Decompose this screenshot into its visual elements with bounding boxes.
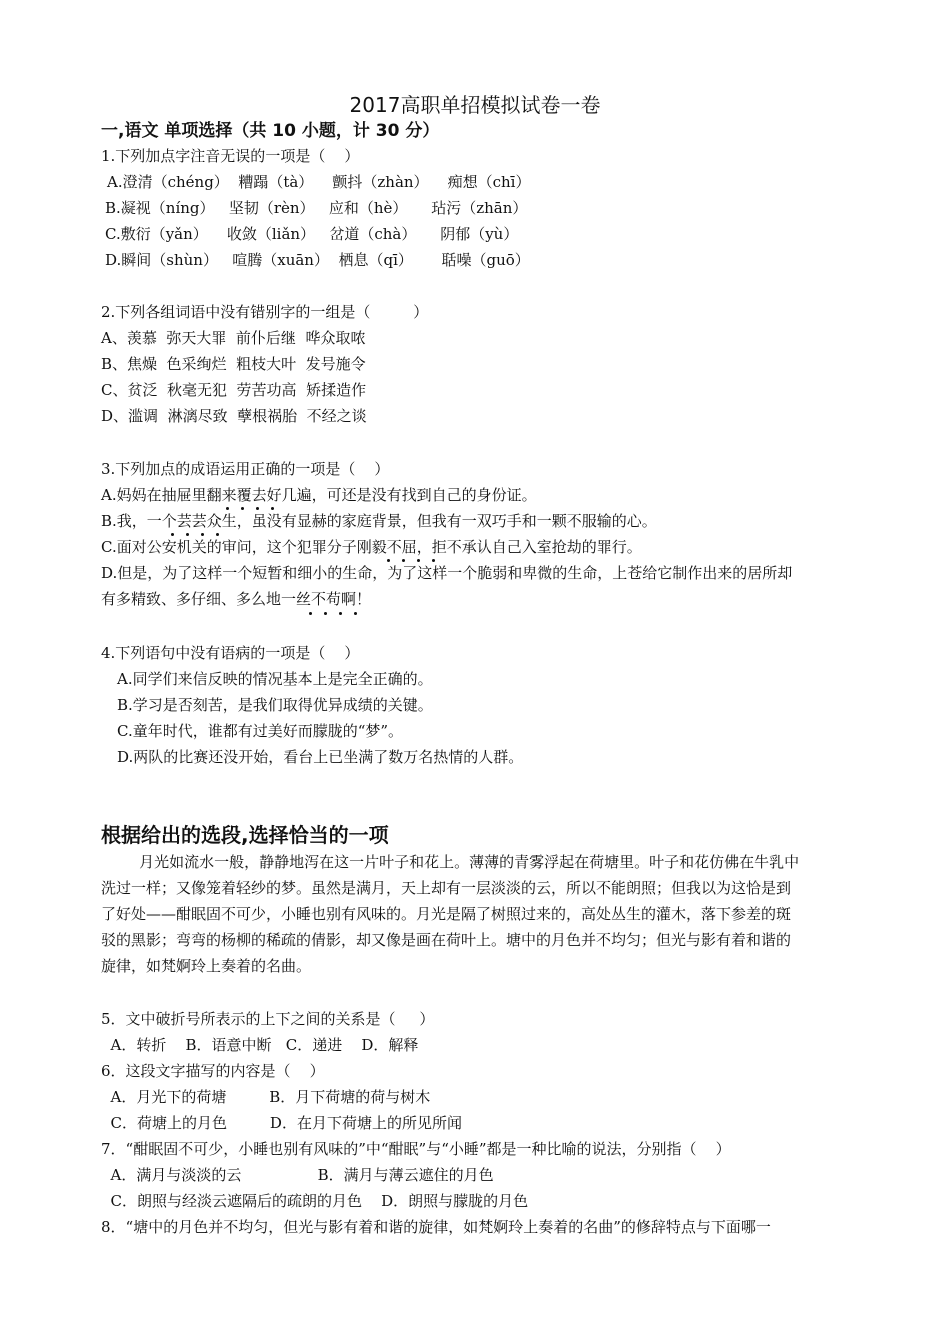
- question-1-option-c: C.敷衍（yǎn） 收敛（liǎn） 岔道（chà） 阴郁（yù）: [105, 225, 519, 243]
- question-3-option-d-line-2: 有多精致、多仔细、多么地一丝不苟啊！: [101, 590, 372, 608]
- question-1-stem: 1.下列加点字注音无误的一项是（ ）: [101, 147, 360, 165]
- question-4-option-b: B.学习是否刻苦，是我们取得优异成绩的关键。: [117, 696, 433, 714]
- passage-line-3: 了好处——酣眠固不可少，小睡也别有风味的。月光是隔了树照过来的，高处丛生的灌木，落下参差的斑: [101, 905, 792, 923]
- question-7-options-row-2: C．朗照与经淡云遮隔后的疏朗的月色 D．朗照与朦胧的月色: [101, 1192, 529, 1210]
- question-1-option-a: A.澄清（chéng） 糟蹋（tà） 颤抖（zhàn） 痴想（chī）: [107, 173, 531, 191]
- passage-line-5: 旋律，如梵婀玲上奏着的名曲。: [101, 957, 312, 975]
- passage-line-1: 月光如流水一般，静静地泻在这一片叶子和花上。薄薄的青雾浮起在荷塘里。叶子和花仿佛在牛乳中: [101, 853, 800, 871]
- question-5-stem: 5．文中破折号所表示的上下之间的关系是（ ）: [101, 1010, 435, 1028]
- question-2-option-b: B、焦燥 色采绚烂 粗枝大叶 发号施令: [101, 355, 366, 373]
- question-4-option-c: C.童年时代，谁都有过美好而朦胧的“梦”。: [117, 722, 404, 740]
- question-2-option-d: D、滥调 淋漓尽致 孽根祸胎 不经之谈: [101, 407, 367, 425]
- question-6-options-row-2: C．荷塘上的月色 D．在月下荷塘上的所见所闻: [101, 1114, 462, 1132]
- question-2-option-a: A、羡慕 弥天大罪 前仆后继 哗众取哝: [101, 329, 366, 347]
- emphasis-dots-d: [303, 612, 363, 618]
- exam-title: 2017高职单招模拟试卷一卷: [349, 93, 601, 117]
- passage-line-2: 洗过一样；又像笼着轻纱的梦。虽然是满月，天上却有一层淡淡的云，所以不能朗照；但我以为这恰是到: [101, 879, 792, 897]
- question-4-option-a: A.同学们来信反映的情况基本上是完全正确的。: [117, 670, 433, 688]
- question-1-option-d: D.瞬间（shùn） 喧腾（xuān） 栖息（qī） 聒噪（guō）: [105, 251, 530, 269]
- question-6-stem: 6．这段文字描写的内容是（ ）: [101, 1062, 325, 1080]
- question-2-option-c: C、贫泛 秋毫无犯 劳苦功高 矫揉造作: [101, 381, 367, 399]
- question-2-stem: 2.下列各组词语中没有错别字的一组是（ ）: [101, 303, 429, 321]
- question-4-option-d: D.两队的比赛还没开始，看台上已坐满了数万名热情的人群。: [117, 748, 524, 766]
- question-4-stem: 4.下列语句中没有语病的一项是（ ）: [101, 644, 360, 662]
- question-7-options-row-1: A．满月与淡淡的云 B．满月与薄云遮住的月色: [101, 1166, 494, 1184]
- question-3-option-c: C.面对公安机关的审问，这个犯罪分子刚毅不屈，拒不承认自己入室抢劫的罪行。: [101, 538, 642, 556]
- question-3-stem: 3.下列加点的成语运用正确的一项是（ ）: [101, 460, 390, 478]
- question-3-option-b: B.我，一个芸芸众生，虽没有显赫的家庭背景，但我有一双巧手和一颗不服输的心。: [101, 512, 657, 530]
- question-5-options: A．转折 B．语意中断 C．递进 D．解释: [101, 1036, 419, 1054]
- section-heading-reading: 根据给出的选段,选择恰当的一项: [101, 823, 389, 847]
- passage-line-4: 驳的黑影；弯弯的杨柳的稀疏的倩影，却又像是画在荷叶上。塘中的月色并不均匀；但光与影有着和谐的: [101, 931, 792, 949]
- section-heading-multiple-choice: 一,语文 单项选择（共 10 小题，计 30 分）: [101, 121, 440, 141]
- question-1-option-b: B.凝视（níng） 坚韧（rèn） 应和（hè） 玷污（zhān）: [105, 199, 528, 217]
- question-3-option-d-line-1: D.但是，为了这样一个短暂和细小的生命，为了这样一个脆弱和卑微的生命，上苍给它制作出来的居所却: [101, 564, 793, 582]
- question-7-stem: 7．“酣眠固不可少，小睡也别有风味的”中“酣眠”与“小睡”都是一种比喻的说法，分别指（ ）: [101, 1140, 731, 1158]
- question-8-stem: 8．“塘中的月色并不均匀，但光与影有着和谐的旋律，如梵婀玲上奏着的名曲”的修辞特点与下面哪一: [101, 1218, 771, 1236]
- question-3-option-a: A.妈妈在抽屉里翻来覆去好几遍，可还是没有找到自己的身份证。: [101, 486, 537, 504]
- question-6-options-row-1: A．月光下的荷塘 B．月下荷塘的荷与树木: [101, 1088, 431, 1106]
